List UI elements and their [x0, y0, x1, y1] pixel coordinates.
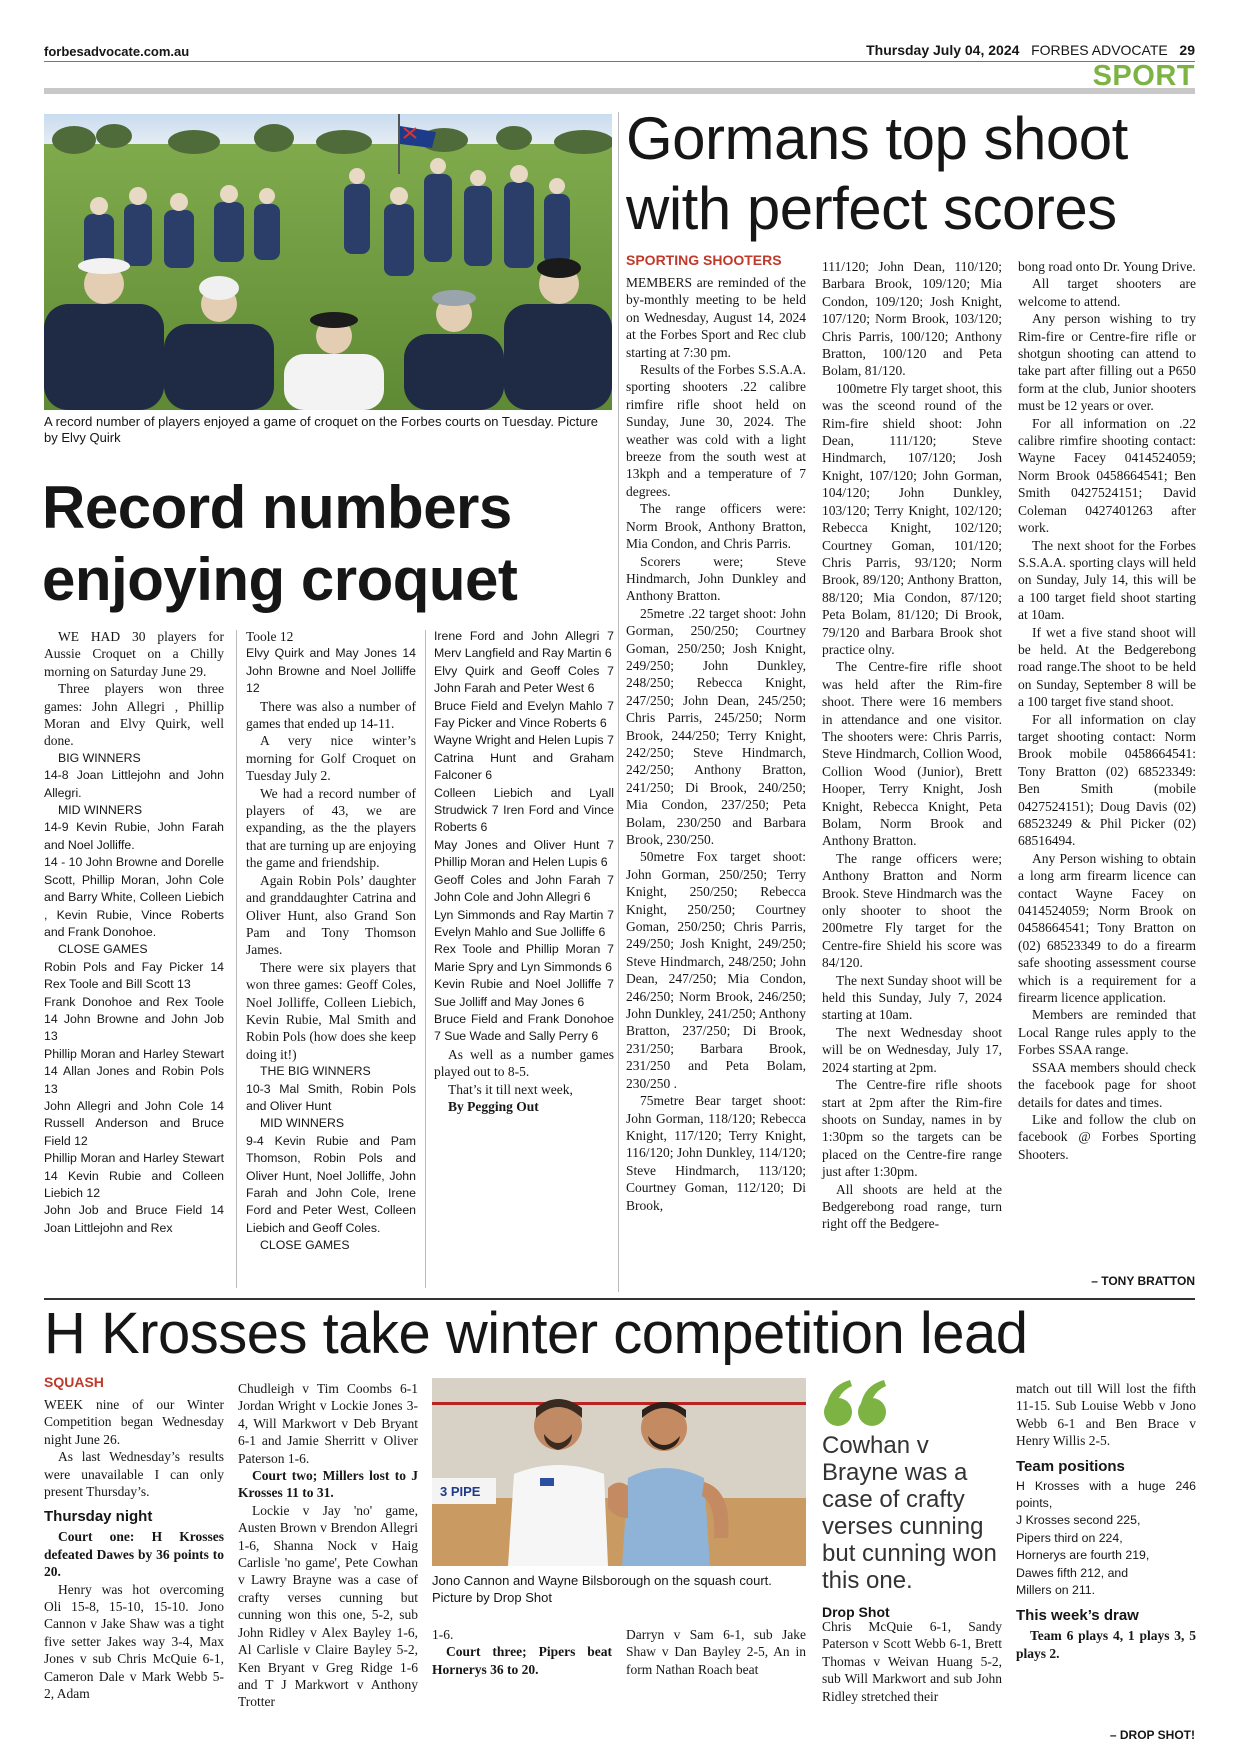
paragraph: A very nice winter’s morning for Golf Croquet on Tuesday July 2. [246, 733, 416, 784]
list-item: Elvy Quirk and May Jones 14 John Browne and Noel Jolliffe 12 [246, 646, 416, 696]
paragraph: match out till Will lost the fifth 11-15. Sub Louise Webb v Jono Webb 6-1 and Ben Brace v Henry Willis 2-5. [1016, 1381, 1196, 1449]
subheading: THE BIG WINNERS [260, 1064, 371, 1079]
paragraph: There was also a number of games that ended up 14-11. [246, 698, 416, 732]
squash-column-4 [626, 1626, 806, 1678]
paragraph: MEMBERS are reminded of the by-monthly meeting to be held on Wednesday, August 14, 2024 at the Forbes Sport and Rec club starting at 7:30 pm. [626, 275, 806, 360]
paragraph: 111/120; John Dean, 110/120; Barbara Brook, 109/120; Mia Condon, 109/120; Josh Knight, 107/120; Norm Brook, 103/120; Chris Parris, 100/120; Anthony Bratton, 100/120 and Peta Bolam, 81/120. [822, 259, 1002, 379]
paragraph: The next Sunday shoot will be held this Sunday, July 7, 2024 starting at 10am. [822, 972, 1002, 1023]
list-item: Rex Toole and Phillip Moran 7 Marie Spry and Lyn Simmonds 6 [434, 942, 614, 974]
list-item: Lyn Simmonds and Ray Martin 7 Evelyn Mahlo and Sue Jolliffe 6 [434, 907, 614, 939]
shooting-column-3 [1018, 258, 1196, 1163]
pull-quote [822, 1378, 1008, 1620]
croquet-photo [44, 114, 612, 410]
squash-kicker: SQUASH [44, 1374, 104, 1390]
paragraph: The range officers were; Anthony Bratton and Norm Brook. Steve Hindmarch was the only shooter to shoot the 200metre Fly target for the Centre-fire Shield his score was 84/120. [822, 850, 1002, 971]
shooting-kicker: SPORTING SHOOTERS [626, 252, 782, 268]
paragraph: The Centre-fire rifle shoot was held after the Rim-fire shoot. There were 16 members in attendance and one visitor. The shooters were: Chris Parris, Steve Hindmarch, Collion Wood, Collion Wood (Junior), Brett Hooper, Terry Knight, Josh Knight, Rebecca Knight, Peta Bolam, Norm Brook and Anthony Bratton. [822, 659, 1002, 849]
shooting-byline: – TONY BRATTON [1091, 1274, 1195, 1288]
paragraph: For all information on .22 calibre rimfire shooting contact: Wayne Facey 0414524059; Norm Brook 0458664541; Ben Smith 0427524151; David Coleman 0427401263 after work. [1018, 415, 1196, 536]
header-rule [44, 61, 1195, 62]
list-item: Pipers third on 224, [1016, 1530, 1123, 1545]
paragraph: bong road onto Dr. Young Drive. [1018, 259, 1196, 274]
croquet-photo-illustration [44, 114, 612, 410]
list-item: J Krosses second 225, [1016, 1513, 1141, 1528]
paragraph: The next Wednesday shoot will be on Wednesday, July 17, 2024 starting at 2pm. [822, 1024, 1002, 1075]
list-item: 9-4 Kevin Rubie and Pam Thomson, Robin Pols and Oliver Hunt, Noel Jolliffe, John Farah and John Cole, Irene Ford and Peter West, Colleen Liebich and Geoff Coles. [246, 1133, 416, 1235]
squash-column-1 [44, 1396, 224, 1703]
paragraph: Darryn v Sam 6-1, sub Jake Shaw v Dan Bayley 2-5, An in form Nathan Roach beat [626, 1627, 806, 1677]
squash-photo-caption: Jono Cannon and Wayne Bilsborough on the squash court. Picture by Drop Shot [432, 1573, 772, 1605]
list-item: H Krosses with a huge 246 points, [1016, 1478, 1196, 1511]
squash-byline: – DROP SHOT! [1109, 1728, 1195, 1742]
list-item: Wayne Wright and Helen Lupis 7 Catrina Hunt and Graham Falconer 6 [434, 733, 614, 783]
paragraph: SSAA members should check the facebook page for shoot details for dates and times. [1018, 1059, 1196, 1110]
paragraph: WE HAD 30 players for Aussie Croquet on a Chilly morning on Saturday June 29. [44, 629, 224, 679]
list-item: 10-3 Mal Smith, Robin Pols and Oliver Hunt [246, 1081, 416, 1113]
subheading: MID WINNERS [260, 1116, 345, 1131]
list-item: John Allegri and John Cole 14 Russell Anderson and Bruce Field 12 [44, 1098, 224, 1148]
byline: By Pegging Out [448, 1098, 539, 1114]
paragraph: As last Wednesday’s results were unavailable I can only present Thursday’s. [44, 1449, 224, 1500]
site-url: forbesadvocate.com.au [44, 44, 190, 59]
paragraph: Toole 12 [246, 629, 294, 644]
quote-mark-icon [822, 1378, 892, 1428]
list-item: Elvy Quirk and Geoff Coles 7 John Farah and Peter West 6 [434, 663, 614, 696]
paragraph: All shoots are held at the Bedgerebong road range, turn right off the Bedgere- [822, 1181, 1002, 1232]
squash-column-2 [238, 1380, 418, 1711]
subheading: MID WINNERS [58, 803, 143, 818]
paragraph: Again Robin Pols’ daughter and granddaughter Catrina and Oliver Hunt, also Grand Son Pam and Tony Thomson James. [246, 872, 416, 958]
shooting-headline: Gormans top shoot with perfect scores [626, 105, 1128, 242]
paragraph: 1-6. [432, 1627, 454, 1642]
page-number: 29 [1179, 42, 1195, 58]
result-line: Court two; Millers lost to J Krosses 11 to 31. [238, 1468, 418, 1501]
paragraph: Members are reminded that Local Range rules apply to the Forbes SSAA range. [1018, 1007, 1196, 1058]
shooting-column-1 [626, 274, 806, 1214]
section-band [44, 88, 1195, 94]
list-item: Irene Ford and John Allegri 7 Merv Langfield and Ray Martin 6 [434, 629, 614, 661]
paragraph: The next shoot for the Forbes S.S.A.A. sporting clays will held on Sunday, July 14, this will be a 100 target field shoot starting at 10am. [1018, 537, 1196, 623]
subheading: CLOSE GAMES [260, 1238, 350, 1253]
croquet-column-3 [434, 628, 614, 1115]
paragraph: The range officers were: Norm Brook, Anthony Bratton, Mia Condon, and Chris Parris. [626, 501, 806, 552]
svg-text:3 PIPE: 3 PIPE [440, 1484, 481, 1499]
squash-column-6 [1016, 1380, 1196, 1662]
list-item: Bruce Field and Evelyn Mahlo 7 Fay Picker and Vince Roberts 6 [434, 698, 614, 731]
issue-date: Thursday July 04, 2024 [866, 42, 1020, 58]
subheading: Team positions [1016, 1457, 1125, 1475]
pull-quote-text: Cowhan v Brayne was a case of crafty verses cunning but cunning won this one. [822, 1432, 997, 1594]
croquet-headline: Record numbers enjoying croquet [42, 474, 518, 613]
paragraph: Three players won three games: John Allegri , Phillip Moran and Elvy Quirk, well done. [44, 681, 224, 749]
paragraph: All target shooters are welcome to attend. [1018, 276, 1196, 309]
squash-column-5 [822, 1618, 1002, 1705]
list-item: Bruce Field and Frank Donohoe 7 Sue Wade and Sally Perry 6 [434, 1011, 614, 1044]
paragraph: Any person wishing to try Rim-fire or Centre-fire rifle or shotgun shooting can attend to take part after filling out a P650 form at the club, Junior shooters must be 12 years or over. [1018, 311, 1196, 414]
pull-quote-attribution: Drop Shot [822, 1604, 890, 1620]
result-line: Court one: H Krosses defeated Dawes by 36 points to 20. [44, 1529, 224, 1580]
list-item: 14-9 Kevin Rubie, John Farah and Noel Jolliffe. [44, 820, 224, 852]
column-rule [236, 630, 237, 1288]
paragraph: 75metre Bear target shoot: John Gorman, 118/120; Rebecca Knight, 117/120; Terry Knight, 116/120; John Dunkley, 114/120; Steve Hindmarch, 113/120; Courtney Goman, 112/120; Di Brook, [626, 1093, 806, 1213]
croquet-column-1 [44, 628, 224, 1237]
page-header-info [866, 42, 1195, 58]
list-item: 14 - 10 John Browne and Dorelle Scott, Phillip Moran, John Cole and Barry White, Colleen Liebich , Kevin Rubie, Vince Roberts and Frank Donohoe. [44, 855, 224, 939]
paragraph: The Centre-fire rifle shoots start at 2pm after the Rim-fire shoots on Sunday, names in by 1:30pm so the targets can be placed on the Centre-fire range just after 1:30pm. [822, 1077, 1002, 1180]
paragraph: 100metre Fly target shoot, this was the sceond round of the Rim-fire shield shoot: John Dean, 111/120; Steve Hindmarch, 107/120; Josh Knight, 107/120; John Gorman, 104/120; John Dunkley, 103/120; Terry Knight, 102/120; Rebecca Knight, 102/120; Courtney Goman, 101/120; Chris Parris, 93/120; Norm Brook, 89/120; Anthony Bratton, 88/120; Mia Condon, 87/120; Peta Bolam, 81/120; Di Brook, 79/120 and Barbara Brook shot practice olny. [822, 380, 1002, 657]
story-divider [618, 112, 619, 1292]
paragraph: Any Person wishing to obtain a long arm firearm licence can contact Wayne Facey on 0414524059; Norm Brook on 0458664541; Tony Bratton on (02) 68523349 to do a firearm safe shooting assessment course which is a requirement for a firearm licence application. [1018, 850, 1196, 1006]
list-item: Robin Pols and Fay Picker 14 Rex Toole and Bill Scott 13 [44, 959, 224, 992]
paragraph: We had a record number of players of 43, we are expanding, as the the players that are turning up are enjoying the game and friendship. [246, 785, 416, 871]
croquet-photo-caption: A record number of players enjoyed a game of croquet on the Forbes courts on Tuesday. Picture by Elvy Quirk [44, 414, 599, 445]
paragraph: Lockie v Jay 'no' game, Austen Brown v Brendon Allegri 1-6, Shanna Nock v Haig Carlisle 'no game', Pete Cowhan v Lawry Brayne was a case of crafty verses cunning but cunning won this one, 5-2, sub John Ridley v Alex Bayley 1-6, Al Carlisle v Claire Bayley 5-2, Ken Bryant v Greg Ridge 1-6 and T J Markwort v Anthony Trotter [238, 1502, 418, 1710]
squash-photo-illustration [432, 1378, 806, 1566]
paragraph: 50metre Fox target shoot: John Gorman, 250/250; Terry Knight, 250/250; Rebecca Knight, 250/250; Courtney Goman, 250/250; Chris Parris, 249/250; Josh Knight, 249/250; Steve Hindmarch, 248/250; John Dean, 247/250; Mia Condon, 246/250; Norm Brook, 246/250; John Dunkley, 241/250; Anthony Bratton, 237/250; Di Brook, 231/250; Barbara Brook, 231/250 and Peta Bolam, 230/250 . [626, 849, 806, 1091]
list-item: Geoff Coles and John Farah 7 John Cole and John Allegri 6 [434, 872, 614, 905]
subheading: BIG WINNERS [58, 750, 141, 765]
paragraph: For all information on clay target shooting contact: Norm Brook mobile 0458664541: Tony Bratton (02) 68523349: Ben Smith (mobile 0427524151); Doug Davis (02) 68523249 & Phil Picker (02) 68516494. [1018, 711, 1196, 849]
subheading: Thursday night [44, 1508, 153, 1526]
result-line: Court three; Pipers beat Hornerys 36 to 20. [432, 1644, 612, 1677]
paragraph: Chudleigh v Tim Coombs 6-1 Jordan Wright v Lockie Jones 3-4, Will Markwort v Deb Bryant 6-1 and Jamie Sherritt v Oliver Paterson 1-6. [238, 1381, 418, 1466]
list-item: John Job and Bruce Field 14 Joan Littlejohn and Rex [44, 1203, 224, 1235]
squash-column-3 [432, 1626, 612, 1678]
list-item: Phillip Moran and Harley Stewart 14 Kevin Rubie and Colleen Liebich 12 [44, 1151, 224, 1200]
subheading: CLOSE GAMES [58, 942, 148, 957]
squash-photo [432, 1378, 806, 1566]
paragraph: Scorers were; Steve Hindmarch, John Dunkley and Anthony Bratton. [626, 553, 806, 604]
list-item: Dawes fifth 212, and [1016, 1565, 1129, 1580]
section-label: SPORT [1092, 60, 1195, 92]
list-item: Frank Donohoe and Rex Toole 14 John Browne and John Job 13 [44, 994, 224, 1044]
paragraph: Results of the Forbes S.S.A.A. sporting shooters .22 calibre rimfire rifle shoot held on Sunday, June 30, 2024. The weather was cold with a light breeze from the south west at 13kph and a temperature of 7 degrees. [626, 362, 806, 499]
list-item: May Jones and Oliver Hunt 7 Phillip Moran and Helen Lupis 6 [434, 837, 614, 870]
croquet-column-2 [246, 628, 416, 1255]
paragraph: Like and follow the club on facebook @ Forbes Sporting Shooters. [1018, 1111, 1196, 1162]
squash-headline: H Krosses take winter competition lead [44, 1301, 1028, 1366]
paragraph: There were six players that won three games: Geoff Coles, Noel Jolliffe, Colleen Liebich, Kevin Rubie, Mal Smith and Robin Pols (how does she keep doing it!) [246, 959, 416, 1062]
paragraph: As well as a number games played out to 8-5. [434, 1046, 614, 1080]
list-item: 14-8 Joan Littlejohn and John Allegri. [44, 768, 224, 800]
shooting-column-2 [822, 258, 1002, 1233]
list-item: Colleen Liebich and Lyall Strudwick 7 Iren Ford and Vince Roberts 6 [434, 785, 614, 835]
list-item: Hornerys are fourth 219, [1016, 1548, 1150, 1563]
result-line: Team 6 plays 4, 1 plays 3, 5 plays 2. [1016, 1628, 1196, 1661]
paragraph: If wet a five stand shoot will be held. At the Bedgerebong road range.The shoot to be held on Sunday, September 8 will be a 100 target five stand shoot. [1018, 624, 1196, 710]
paper-name: FORBES ADVOCATE [1031, 42, 1168, 58]
list-item: Kevin Rubie and Noel Jolliffe 7 Sue Jolliff and May Jones 6 [434, 977, 614, 1009]
column-rule [425, 630, 426, 1288]
paragraph: WEEK nine of our Winter Competition began Wednesday night June 26. [44, 1397, 224, 1447]
paragraph: 25metre .22 target shoot: John Gorman, 250/250; Courtney Goman, 250/250; Josh Knight, 249/250; John Dunkley, 248/250; Rebecca Knight, 247/250; John Dean, 245/250; Chris Parris, 245/250; Norm Brook, 244/250; Terry Knight, 242/250; Steve Hindmarch, 242/250; Anthony Bratton, 241/250; Di Brook, 240/250; Mia Condon, 237/250; Peta Bolam, 230/250 and Barbara Brook, 230/250. [626, 605, 806, 847]
paragraph: Chris McQuie 6-1, Sandy Paterson v Scott Webb 6-1, Brett Thomas v Weivan Huang 5-2, sub Will Markwort and sub John Ridley stretched their [822, 1619, 1002, 1704]
subheading: This week’s draw [1016, 1607, 1139, 1625]
list-item: Millers on 211. [1016, 1583, 1096, 1598]
paragraph: That’s it till next week, [448, 1081, 573, 1097]
paragraph: Henry was hot overcoming Oli 15-8, 15-10, 15-10. Jono Cannon v Jake Shaw was a tight five setter Jakes way 3-4, Max Jones v sub Chris McQuie 6-1, Cameron Dale v Mark Webb 5-2, Adam [44, 1581, 224, 1702]
list-item: Phillip Moran and Harley Stewart 14 Allan Jones and Robin Pols 13 [44, 1046, 224, 1096]
